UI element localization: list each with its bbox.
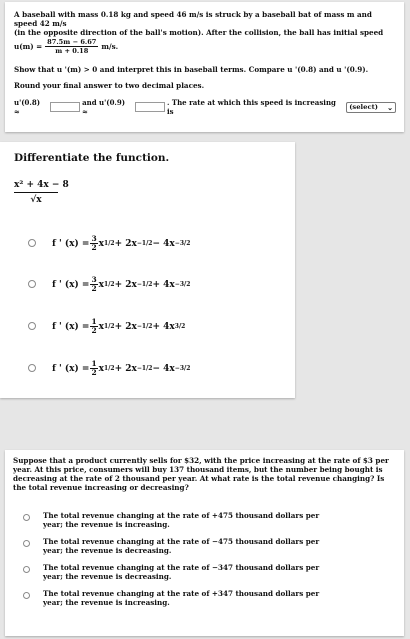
option-1-coef-den: 2 [91, 243, 97, 252]
option-2-exp1: 1/2 [104, 281, 115, 288]
option-radio-3[interactable] [23, 566, 30, 573]
option-2-term1: x [98, 279, 105, 290]
option-1-lhs: f ' (x) = [52, 238, 90, 249]
option-radio-4[interactable] [23, 592, 30, 599]
u09-input[interactable] [135, 102, 165, 112]
option-4-coef-num: 1 [91, 359, 97, 368]
option-2-exp3: −3/2 [174, 281, 191, 288]
option-4-text: The total revenue changing at the rate of +347 thousand dollars per year; the revenue is increasing. [43, 589, 320, 607]
option-2-term2: + 2x [114, 279, 137, 290]
option-4-exp1: 1/2 [104, 365, 115, 372]
option-3-coef-num: 1 [91, 317, 97, 326]
option-4-exp2: −1/2 [136, 365, 153, 372]
formula-lhs: u(m) = [14, 42, 43, 51]
option-2-coef-den: 2 [91, 284, 97, 293]
option-3-coef [90, 318, 97, 335]
option-2-coef-num: 3 [91, 275, 97, 284]
option-3-exp3: 3/2 [174, 323, 186, 330]
formula-fraction [45, 38, 98, 55]
formula-numerator: 87.5m − 6.67 [47, 38, 97, 46]
label-u08: u'(0.8) ≈ [14, 98, 41, 116]
option-3-coef-den: 2 [91, 326, 97, 335]
question-card-differentiate [0, 142, 295, 398]
option-1-coef [90, 235, 97, 252]
label-rate: . The rate at which this speed is increasing is [167, 98, 336, 116]
formula-denominator: m + 0.18 [55, 47, 89, 55]
formula-unit: m/s. [101, 42, 119, 51]
question-title: Differentiate the function. [14, 152, 170, 164]
option-1 [52, 235, 190, 252]
option-1-coef-num: 3 [91, 234, 97, 243]
function-denominator: √x [30, 195, 42, 205]
u08-input[interactable] [50, 102, 80, 112]
speed-formula [14, 38, 396, 55]
option-2-term3: + 4x [152, 279, 175, 290]
option-4-term3: − 4x [152, 363, 175, 374]
option-radio-3[interactable] [28, 322, 36, 330]
option-1-text: The total revenue changing at the rate of +475 thousand dollars per year; the revenue is increasing. [43, 511, 320, 529]
question-text: Suppose that a product currently sells for $32, with the price increasing at the rate of $3 per year. At this price, consumers will buy 137 thousand items, but the number being bought is decreasing at the rate of 2 thousand per year. At what rate is the total revenue changing? Is the total revenue increasing or decreasing? [13, 456, 389, 492]
option-4-coef [90, 360, 97, 377]
instruction-text: Show that u '(m) > 0 and interpret this in baseball terms. Compare u '(0.8) and u '(0.9). [14, 65, 369, 74]
option-2-lhs: f ' (x) = [52, 279, 90, 290]
option-2-exp2: −1/2 [136, 281, 153, 288]
option-3-exp2: −1/2 [136, 323, 153, 330]
option-2 [52, 276, 190, 293]
option-4-exp3: −3/2 [174, 365, 191, 372]
option-4-term2: + 2x [114, 363, 137, 374]
option-3-text: The total revenue changing at the rate of −347 thousand dollars per year; the revenue is decreasing. [43, 563, 320, 581]
option-1-term2: + 2x [114, 238, 137, 249]
rate-select[interactable] [346, 102, 396, 113]
option-radio-2[interactable] [28, 280, 36, 288]
option-3-term3: + 4x [152, 321, 175, 332]
option-3-lhs: f ' (x) = [52, 321, 90, 332]
option-radio-4[interactable] [28, 364, 36, 372]
answer-row [14, 98, 396, 116]
option-3-exp1: 1/2 [104, 323, 115, 330]
rate-select-value: (select) [349, 103, 378, 111]
function-numerator: x² + 4x − 8 [14, 180, 58, 193]
option-4-lhs: f ' (x) = [52, 363, 90, 374]
option-2-text: The total revenue changing at the rate of −475 thousand dollars per year; the revenue is decreasing. [43, 537, 320, 555]
question-text-line1: A baseball with mass 0.18 kg and speed 46 m/s is struck by a baseball bat of mass m and speed 42 m/s [14, 10, 372, 28]
option-3-term1: x [98, 321, 105, 332]
option-4-term1: x [98, 363, 105, 374]
option-2-coef [90, 276, 97, 293]
question-card-baseball [5, 2, 404, 132]
question-text-line2: (in the opposite direction of the ball's motion). After the collision, the ball has initial speed [14, 28, 384, 37]
option-radio-1[interactable] [28, 239, 36, 247]
option-3-term2: + 2x [114, 321, 137, 332]
option-radio-2[interactable] [23, 540, 30, 547]
option-3 [52, 318, 185, 335]
option-radio-1[interactable] [23, 514, 30, 521]
option-4-coef-den: 2 [91, 368, 97, 377]
function-fraction [14, 180, 69, 205]
option-1-exp1: 1/2 [104, 240, 115, 247]
option-1-exp3: −3/2 [174, 240, 191, 247]
option-1-exp2: −1/2 [136, 240, 153, 247]
option-4 [52, 360, 190, 377]
round-note: Round your final answer to two decimal places. [14, 81, 205, 90]
option-1-term3: − 4x [152, 238, 175, 249]
question-card-revenue [5, 450, 404, 636]
option-1-term1: x [98, 238, 105, 249]
chevron-down-icon: ⌄ [387, 102, 393, 112]
label-u09: and u'(0.9) ≈ [82, 98, 126, 116]
